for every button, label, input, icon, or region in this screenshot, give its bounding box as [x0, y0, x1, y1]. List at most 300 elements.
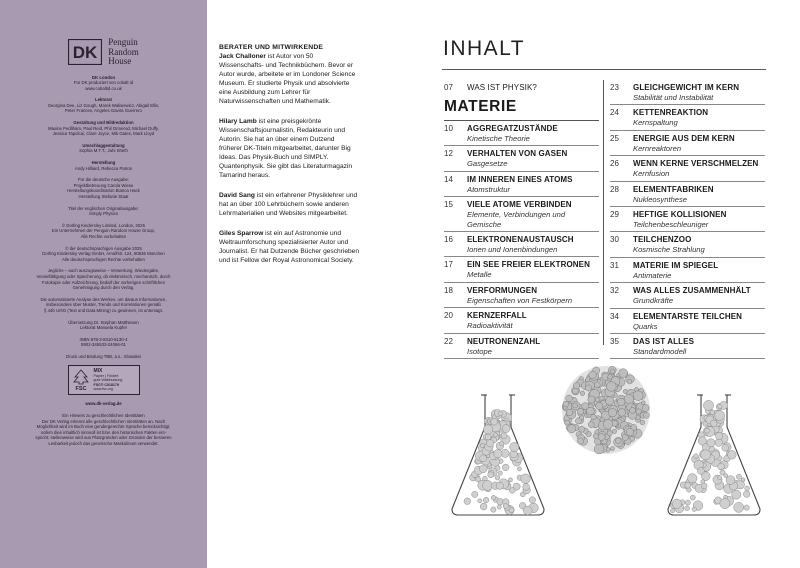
contributor-text: ist ein auf Astronomie und Weltraumforschung spezialisierter Autor und Journalist. Er hat Dutzende Bücher geschrieben und ist Fellow der Royal Astronomical Society. [219, 230, 360, 264]
toc-entry-title: TEILCHENZOO [633, 235, 692, 245]
particle [715, 439, 723, 447]
sphere-particle [593, 434, 598, 439]
toc-entry[interactable] [444, 334, 599, 359]
imprint-line: Herstellungskoordination Bianca Hack [67, 188, 140, 194]
toc-page-number: 15 [444, 200, 453, 210]
imprint-line: Vervielfältigung oder Speicherung, ob elektronisch, mechanisch, durch [36, 273, 171, 279]
toc-entry-title: ELEMENTFABRIKEN [633, 184, 714, 194]
toc-left-column [444, 80, 599, 359]
particle [509, 478, 513, 482]
imprint-line: © Dorling Kindersley Limited, London, 2025 [62, 222, 145, 228]
sphere-particle [566, 395, 573, 402]
toc-entry-title: DAS IST ALLES [633, 337, 695, 347]
fsc-badge [68, 365, 140, 395]
sphere-particle [630, 408, 636, 414]
imprint-block [10, 160, 197, 171]
sphere-particle [591, 414, 597, 420]
toc-entry-title: VIELE ATOME VERBINDEN [467, 200, 572, 210]
particle [483, 425, 492, 434]
toc-entry-title: NEUTRONENZAHL [467, 336, 541, 346]
publisher-url[interactable]: www.dk-verlag.de [85, 401, 122, 407]
toc-entry-subtitle: Grundkräfte [633, 296, 674, 306]
imprint-line: insbesondere über Muster, Trends und Korrelationen gemäß [46, 302, 161, 308]
toc-entry-title: ELEMENTARSTE TEILCHEN [633, 311, 743, 321]
fsc-line: gute Waldnutzung [93, 378, 123, 383]
imprint-block [10, 354, 197, 360]
particle [710, 410, 715, 415]
fsc-mark: FSC [75, 386, 86, 392]
imprint-block-heading: Lektorat [95, 97, 112, 103]
sphere-particle [594, 444, 604, 454]
toc-entry[interactable] [444, 146, 599, 171]
particle [694, 454, 699, 459]
particle [685, 482, 691, 488]
toc-entry-subtitle: Eigenschaften von Festkörpern [467, 295, 573, 305]
particle [496, 482, 503, 489]
toc-entry[interactable] [610, 156, 765, 181]
particle [718, 405, 722, 409]
imprint-line: Andy Hilliard, Rebecca Parton [74, 165, 133, 171]
logo-line: House [108, 56, 132, 66]
sphere-particle [636, 409, 641, 414]
sphere-particle [640, 420, 645, 425]
particle [472, 491, 478, 497]
particle [491, 507, 496, 512]
matter-illustration [442, 365, 772, 525]
toc-entry-subtitle: Radioaktivität [467, 321, 513, 331]
sphere-particle [617, 398, 625, 406]
toc-entry-title: WAS IST PHYSIK? [467, 83, 537, 92]
toc-entry[interactable] [444, 308, 599, 333]
toc-entry-title: WAS ALLES ZUSAMMENHÄLT [633, 286, 751, 296]
sphere-particle [618, 409, 626, 417]
toc-entry-title: EIN SEE FREIER ELEKTRONEN [467, 260, 590, 270]
toc-entry-subtitle: Isotope [467, 346, 492, 356]
imprint-block [10, 223, 197, 240]
particle [476, 477, 481, 482]
sphere-particle [641, 401, 645, 405]
contributor-text: ist ein erfahrener Physiklehrer und hat an über 100 Lehrbüchern sowie anderen Lehrmaterialien und Websites mitgearbeitet. [219, 192, 358, 217]
toc-left-entries [444, 121, 599, 359]
particle [483, 480, 493, 490]
fsc-tree-icon [71, 369, 91, 391]
imprint-block [10, 120, 197, 137]
toc-right-column [610, 80, 765, 359]
fsc-site: www.fsc.org [93, 387, 113, 392]
table-of-contents [442, 0, 772, 568]
toc-page-number: 22 [444, 336, 453, 346]
toc-entry-intro[interactable] [444, 80, 599, 95]
gender-note-line: Möglichkeit wird im Buch eine gendergerechte Sprache berücksichtigt, [36, 424, 171, 430]
sphere-particle [626, 428, 634, 436]
sphere-particle [612, 429, 616, 433]
toc-page-number: 10 [444, 124, 453, 133]
sphere-particle [643, 412, 649, 418]
toc-entry-text [467, 337, 599, 356]
particle [502, 425, 510, 433]
toc-entry[interactable] [610, 105, 765, 130]
imprint-line: Titel der englischen Originalausgabe: [68, 205, 139, 211]
sphere-particle [588, 396, 595, 403]
toc-entry-text [633, 312, 765, 331]
particle [743, 491, 750, 498]
imprint-block [10, 337, 197, 348]
particle [485, 434, 491, 440]
sphere-particle [580, 391, 585, 396]
imprint-block-heading: Gestaltung und Bildredaktion [73, 120, 134, 126]
toc-entry[interactable] [610, 309, 765, 334]
imprint-line: Dorling Kindersley Verlag GmbH, Arnulfstr. 124, 80636 München [42, 251, 165, 257]
particle [732, 490, 741, 499]
particle [502, 464, 509, 471]
imprint-line: Sophia M.T.T., Juhi Sheth [79, 148, 128, 154]
toc-entry-title: KERNZERFALL [467, 311, 527, 321]
particle [720, 499, 730, 509]
toc-entry-title: ENERGIE AUS DEM KERN [633, 133, 735, 143]
toc-entry-subtitle: Antimaterie [633, 270, 672, 280]
particle [488, 472, 494, 478]
toc-right-entries [610, 80, 765, 359]
gender-note-line: Der DK Verlag erkennt alle geschlechtlichen Identitäten an. Nach [41, 418, 166, 424]
particle [698, 468, 705, 475]
fsc-text [94, 369, 123, 391]
toc-entry-text [633, 210, 765, 229]
imprint-block [10, 75, 197, 92]
toc-entry-text [633, 108, 765, 127]
toc-entry[interactable] [444, 197, 599, 232]
toc-page-number: 35 [610, 337, 619, 347]
contributors-list [219, 52, 359, 265]
imprint-block [10, 97, 197, 114]
imprint-line: Alle Rechte vorbehalten [80, 233, 127, 239]
section-heading: MATERIE [444, 95, 599, 121]
toc-entry-text [467, 311, 599, 330]
toc-entry-text [633, 337, 765, 356]
toc-entry[interactable] [444, 232, 599, 257]
gender-note [10, 413, 197, 447]
toc-entry[interactable] [610, 258, 765, 283]
particle [734, 502, 744, 512]
particle [493, 433, 497, 437]
toc-page-number: 26 [610, 159, 619, 169]
particle [478, 499, 482, 503]
particle [503, 504, 508, 509]
sphere-particle [606, 397, 614, 405]
sphere-particle [596, 402, 603, 409]
contributor-text: ist Autor von 50 Wissenschafts- und Technikbüchern. Bevor er Autor wurde, arbeitete er im Londoner Science Museum. Er studierte Physik und absolvierte eine Ausbildung zum Lehrer für Naturwissenschaften und Mathematik. [219, 53, 356, 105]
toc-page-number: 17 [444, 260, 453, 270]
sphere-particle [610, 369, 615, 374]
imprint-line: Die automatisierte Analyse des Werkes, um daraus Informationen, [40, 296, 167, 302]
toc-page-number: 32 [610, 286, 619, 296]
toc-entry[interactable] [610, 283, 765, 308]
imprint-block [10, 177, 197, 199]
toc-title: INHALT [443, 37, 526, 60]
particle [464, 498, 471, 505]
contributor-bio [219, 117, 359, 180]
sphere-particle [589, 371, 597, 379]
sphere-particle [611, 447, 615, 451]
particle [501, 433, 507, 439]
imprint-line: Jessica Tapolcai, Clare Joyce, Mik Gates, Mark Lloyd [52, 131, 155, 137]
toc-page-number: 28 [610, 184, 619, 194]
sphere-particle [579, 426, 585, 432]
particle [744, 505, 749, 510]
particle [728, 451, 737, 460]
particle [497, 505, 501, 509]
imprint-block-heading: Herstellung [91, 160, 116, 166]
logo-line: Random [108, 46, 139, 57]
particle [704, 400, 714, 410]
particle [701, 483, 707, 489]
toc-entry-title: KETTENREAKTION [633, 108, 709, 118]
toc-entry-text [467, 175, 599, 194]
toc-entry[interactable] [610, 334, 765, 359]
particle [499, 441, 503, 445]
sphere-particle [619, 369, 628, 378]
toc-entry-subtitle: Kinetische Theorie [467, 134, 530, 143]
imprint-credits [10, 75, 197, 360]
imprint-line: 5902-345533-24066-01 [81, 342, 126, 348]
sphere-particle [608, 409, 616, 417]
sphere-particle [603, 420, 613, 430]
sphere-particle [594, 382, 600, 388]
particle [498, 471, 502, 475]
contributors-column [219, 43, 359, 276]
imprint-line: Jegliche – auch auszugsweise – Verwertung, Wiedergabe, [47, 268, 160, 274]
toc-entry-text [633, 235, 765, 254]
particle [692, 507, 696, 511]
particle [480, 455, 487, 462]
contributor-bio [219, 191, 359, 218]
toc-entry-subtitle: Ionen und Ionenbindungen [467, 245, 558, 255]
toc-entry-text [633, 261, 765, 280]
imprint-line: Lektorat Manuela Kupfer [79, 325, 128, 331]
particle [720, 470, 725, 475]
particle [718, 476, 722, 480]
imprint-line: Ein Unternehmen der Penguin Random House Group, [51, 228, 156, 234]
imprint-line: www.cobaltid.co.uk [85, 85, 122, 91]
sphere-particle [587, 407, 595, 415]
toc-entry-title: IM INNEREN EINES ATOMS [467, 174, 573, 184]
imprint-block [10, 143, 197, 154]
sphere-particle [607, 431, 612, 436]
particle [711, 420, 718, 427]
imprint-column [0, 0, 207, 568]
particle [486, 440, 493, 447]
particle [672, 499, 681, 508]
particle [483, 497, 489, 503]
imprint-block [10, 268, 197, 290]
imprint-line: Maxine Pedliham, Paul Reid, Phil Ormerod, Michael Duffy, [48, 125, 159, 131]
imprint-block-heading: DK London [91, 74, 116, 80]
particle [736, 474, 741, 479]
toc-entry[interactable] [610, 232, 765, 257]
particle [705, 428, 710, 433]
particle [701, 450, 711, 460]
toc-entry-text [467, 200, 599, 229]
toc-entry[interactable] [610, 131, 765, 156]
particle [745, 486, 750, 491]
toc-entry[interactable] [610, 207, 765, 232]
particle [707, 439, 715, 447]
fsc-line: Papier | Fördert [93, 373, 119, 378]
sphere-particle [607, 382, 617, 392]
contributor-name: Jack Challoner [219, 53, 266, 60]
prh-logo-text [108, 38, 139, 67]
toc-entry[interactable] [610, 80, 765, 105]
particle [685, 506, 690, 511]
toc-entry-text [633, 185, 765, 204]
imprint-block-heading: Umschlaggestaltung [82, 142, 125, 148]
particle [498, 411, 503, 416]
toc-entry-subtitle: Atomstruktur [467, 184, 511, 194]
fsc-code: FSC® C018179 [93, 382, 119, 387]
toc-column-divider [603, 80, 604, 345]
particle [716, 432, 723, 439]
toc-page-number: 16 [444, 235, 453, 245]
toc-page-number: 31 [610, 260, 619, 270]
toc-divider [442, 69, 766, 70]
toc-entry[interactable] [444, 172, 599, 197]
toc-entry-subtitle: Kosmische Strahlung [633, 245, 705, 255]
imprint-line: Peter Frances, Angeles Gavira Guerrero [65, 108, 142, 114]
toc-page-number: 14 [444, 174, 453, 184]
particle [521, 474, 531, 484]
gender-note-line: sofern dies inhaltlich sinnvoll ist bzw. den historischen Fakten ent- [40, 429, 167, 435]
toc-entry-text [467, 124, 599, 143]
particle [517, 467, 521, 471]
particle [510, 442, 519, 451]
particle [480, 503, 487, 510]
publisher-logo [10, 38, 197, 67]
contributor-text: ist eine preisgekrönte Wissenschaftsjournalistin, Redakteurin und Autorin. Sie hat an über einem Dutzend früherer DK-Titeln mitgearbeitet, darunter Big Ideas. Das Physik-Buch und SIMPLY. Quantenphysik. Sie gibt das Literaturmagazin Tamarind heraus. [219, 118, 353, 179]
gender-note-line: Lesbarkeit jedoch das generische Maskulinum verwendet. [48, 441, 159, 447]
sphere-particle [608, 375, 613, 380]
toc-page-number: 25 [610, 133, 619, 143]
imprint-line: Übersetzung Dr. Stephan Matthiesen [68, 319, 139, 325]
dk-logo-mark: DK [72, 43, 98, 63]
contributor-name: David Sang [219, 192, 255, 199]
particle [494, 450, 502, 458]
sphere-particle [580, 416, 584, 420]
toc-entry[interactable] [610, 182, 765, 207]
imprint-block [10, 297, 197, 314]
particle [491, 418, 498, 425]
sphere-particle [627, 379, 632, 384]
toc-entry-title: MATERIE IM SPIEGEL [633, 260, 719, 270]
contributor-bio [219, 52, 359, 106]
toc-entry-subtitle: Teilchenbeschleuniger [633, 220, 709, 230]
particle [509, 488, 515, 494]
toc-entry-subtitle: Quarks [633, 321, 658, 331]
particle [479, 465, 487, 473]
toc-entry-title: VERFORMUNGEN [467, 285, 538, 295]
imprint-line: Georgina Dee, Liz Gough, Marek Walisiewicz, Abigail Ellis, [47, 102, 160, 108]
toc-page-number: 23 [610, 83, 619, 92]
imprint-line: § 44b UrhG (Text und Data Mining) zu gewinnen, ist untersagt. [44, 307, 163, 313]
imprint-block [10, 246, 197, 263]
toc-entry-subtitle: Metalle [467, 270, 492, 280]
sphere-particle [563, 401, 569, 407]
gender-note-line: spricht; stellenweise wird aus Platzgründen oder Gründen der besseren [35, 435, 172, 441]
particle [688, 474, 697, 483]
toc-entry-subtitle: Gasgesetze [467, 159, 508, 169]
imprint-line: Fotokopie oder Aufzeichnung, bedarf der vorherigen schriftlichen [41, 279, 165, 285]
gender-note-line: Ein Hinweis zu geschlechtlichen Identitäten [62, 413, 145, 419]
toc-entry-subtitle: Standardmodell [633, 347, 687, 357]
sphere-particle [573, 388, 579, 394]
imprint-line: © der deutschsprachigen Ausgabe 2025 [65, 245, 142, 251]
toc-entry-subtitle: Elemente, Verbindungen und Gemische [467, 210, 566, 229]
toc-page-number: 12 [444, 149, 453, 159]
toc-page-number: 34 [610, 311, 619, 321]
imprint-line: Simply Physics [89, 211, 118, 217]
particle [523, 484, 530, 491]
toc-entry-title: WENN KERNE VERSCHMELZEN [633, 159, 759, 169]
sphere-particle [585, 385, 591, 391]
particle [491, 495, 496, 500]
particle [480, 443, 484, 447]
toc-entry-text [467, 149, 599, 168]
toc-page-number: 20 [444, 311, 453, 321]
particle [690, 495, 695, 500]
toc-entry[interactable] [444, 283, 599, 308]
particle [715, 411, 725, 421]
imprint-line: Für die deutsche Ausgabe: [77, 177, 130, 183]
imprint-line: Für DK produziert von cobalt id [73, 80, 134, 86]
toc-entry-subtitle: Kernfusion [633, 169, 670, 179]
toc-entry-title: VERHALTEN VON GASEN [467, 149, 568, 159]
toc-page-number: 30 [610, 235, 619, 245]
sphere-particle [624, 394, 634, 404]
toc-entry-title: HEFTIGE KOLLISIONEN [633, 210, 727, 220]
sphere-particle [566, 409, 573, 416]
imprint-line: Druck und Bindung TBB, a.s., Slowakei [66, 353, 141, 359]
toc-entry[interactable] [444, 257, 599, 282]
toc-page-number: 07 [444, 83, 453, 92]
toc-page-number: 29 [610, 210, 619, 220]
imprint-block [10, 206, 197, 217]
particle [670, 509, 674, 513]
toc-entry-title: AGGREGATZUSTÄNDE [467, 124, 558, 133]
sphere-particle [565, 420, 570, 425]
toc-entry-subtitle: Nukleosynthese [633, 194, 688, 204]
particle [722, 444, 729, 451]
imprint-line: Genehmigung durch den Verlag. [72, 285, 135, 291]
sphere-particle [633, 391, 643, 401]
imprint-line: Alle deutschsprachigen Rechte vorbehalten [62, 256, 145, 262]
particle [726, 476, 735, 485]
toc-entry[interactable] [444, 121, 599, 146]
toc-page-number: 24 [610, 108, 619, 118]
toc-entry-title: ELEKTRONENAUSTAUSCH [467, 235, 574, 245]
toc-entry-subtitle: Stabilität und Instabilität [633, 93, 714, 102]
sphere-particle [588, 422, 594, 428]
imprint-line: ISBN 978-3-8310-5130-4 [79, 336, 128, 342]
contributor-name: Giles Sparrow [219, 230, 264, 237]
contributor-bio [219, 229, 359, 265]
contributors-heading: BERATER UND MITWIRKENDE [219, 44, 324, 51]
sphere-particle [577, 438, 583, 444]
sphere-particle [573, 403, 578, 408]
fsc-label: MIX [93, 368, 103, 375]
toc-entry-text [467, 286, 599, 305]
contributor-name: Hilary Lamb [219, 118, 257, 125]
sphere-particle [573, 382, 580, 389]
dk-logo-icon [68, 39, 102, 65]
particle [718, 463, 725, 470]
